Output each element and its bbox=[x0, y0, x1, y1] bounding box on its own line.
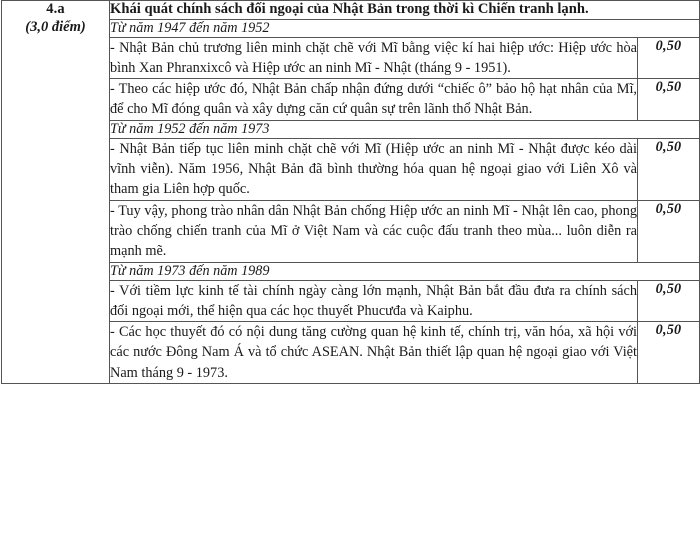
table-row-heading bbox=[2, 1, 700, 20]
period-label: Từ năm 1973 đến năm 1989 bbox=[110, 262, 700, 280]
answer-content: - Theo các hiệp ước đó, Nhật Bản chấp nhận đứng dưới “chiếc ô” bảo hộ hạt nhân của Mĩ, để cho Mĩ đóng quân và xây dựng căn cứ quân sự trên lãnh thổ Nhật Bản. bbox=[110, 79, 638, 121]
answer-content: - Nhật Bản chủ trương liên minh chặt chẽ với Mĩ bằng việc kí hai hiệp ước: Hiệp ước hòa bình Xan Phranxixcô và Hiệp ước an ninh Mĩ - Nhật (tháng 9 - 1951). bbox=[110, 37, 638, 79]
answer-content: - Các học thuyết đó có nội dung tăng cường quan hệ kinh tế, chính trị, văn hóa, xã hội với các nước Đông Nam Á và tổ chức ASEAN. Nhật Bản thiết lập quan hệ ngoại giao với Việt Nam tháng 9 - 1973. bbox=[110, 322, 638, 384]
question-points: (3,0 điểm) bbox=[25, 19, 86, 36]
question-number: 4.a bbox=[46, 1, 65, 17]
answer-key-table bbox=[1, 0, 700, 384]
period-label: Từ năm 1952 đến năm 1973 bbox=[110, 120, 700, 138]
score-value: 0,50 bbox=[638, 37, 700, 79]
answer-content: - Tuy vậy, phong trào nhân dân Nhật Bản chống Hiệp ước an ninh Mĩ - Nhật lên cao, phong trào chống chiến tranh của Mĩ ở Việt Nam và các cuộc đấu tranh theo mùa... luôn diễn ra mạnh mẽ. bbox=[110, 200, 638, 262]
score-value: 0,50 bbox=[638, 280, 700, 322]
score-value: 0,50 bbox=[638, 138, 700, 200]
score-value: 0,50 bbox=[638, 79, 700, 121]
answer-table-body bbox=[2, 1, 700, 384]
answer-content: - Nhật Bản tiếp tục liên minh chặt chẽ với Mĩ (Hiệp ước an ninh Mĩ - Nhật được kéo dài vĩnh viễn). Năm 1956, Nhật Bản đã bình thường hóa quan hệ ngoại giao với Liên Xô và tham gia Liên hợp quốc. bbox=[110, 138, 638, 200]
question-index-cell bbox=[2, 1, 110, 384]
period-label: Từ năm 1947 đến năm 1952 bbox=[110, 19, 700, 37]
score-value: 0,50 bbox=[638, 322, 700, 384]
answer-content: - Với tiềm lực kinh tế tài chính ngày càng lớn mạnh, Nhật Bản bắt đầu đưa ra chính sách đối ngoại mới, thể hiện qua các học thuyết Phucưđa và Kaiphu. bbox=[110, 280, 638, 322]
answer-heading: Khái quát chính sách đối ngoại của Nhật Bản trong thời kì Chiến tranh lạnh. bbox=[110, 1, 700, 20]
score-value: 0,50 bbox=[638, 200, 700, 262]
